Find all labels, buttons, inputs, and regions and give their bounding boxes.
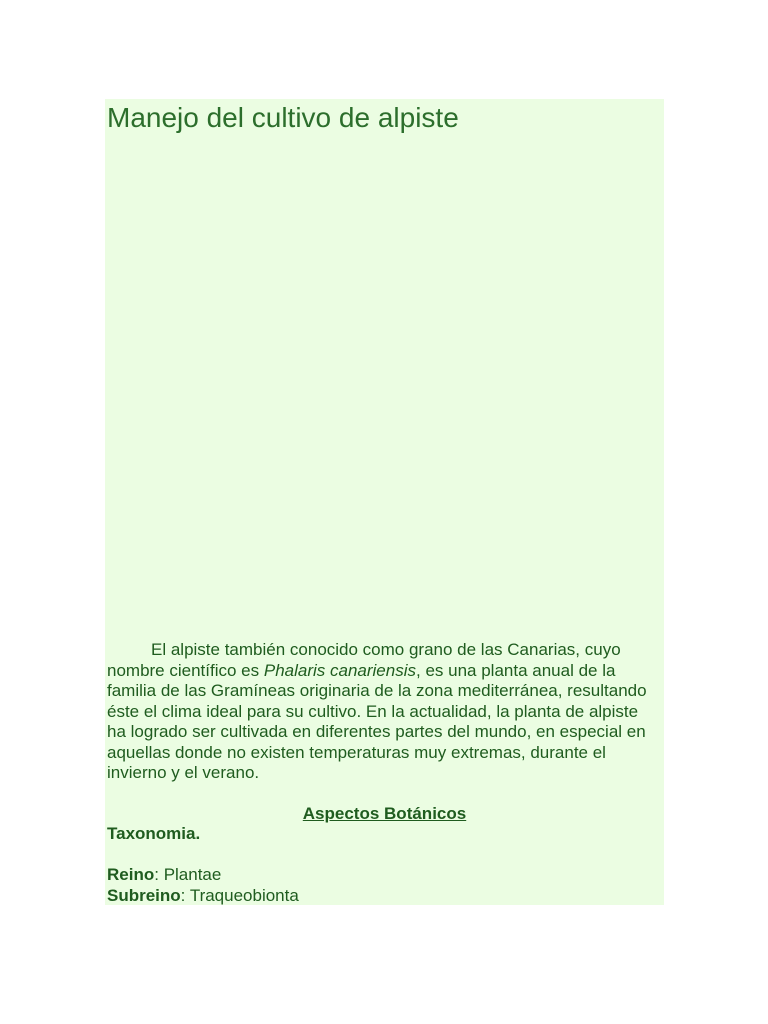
taxonomy-separator: : [154,865,164,884]
taxonomy-row-reino [107,864,221,885]
taxonomy-value: Traqueobionta [189,886,299,905]
document-panel [105,99,664,905]
taxonomy-label: Subreino [107,886,181,905]
taxonomy-row-subreino [107,885,299,906]
taxonomy-heading: Taxonomia. [107,824,201,843]
taxonomy-label: Reino [107,865,155,884]
intro-text-end: , es una planta anual de la familia de las Gramíneas originaria de la zona mediterránea, resultando éste el clima ideal para su cultivo. En la actualidad, la planta de alpiste ha logrado ser cultivada en diferentes partes del mundo, en especial en aquellas donde no existen temperaturas muy extremas, durante el invierno y el verano. [107,660,647,782]
taxonomy-value: Plantae [163,865,222,884]
document-title: Manejo del cultivo de alpiste [107,102,459,133]
section-heading: Aspectos Botánicos [302,804,467,823]
intro-paragraph [107,640,647,784]
scientific-name: Phalaris canariensis [263,660,416,680]
intro-text-start: El alpiste también conocido como grano de las Canarias, cuyo nombre científico es [107,640,621,680]
taxonomy-separator: : [180,886,190,905]
